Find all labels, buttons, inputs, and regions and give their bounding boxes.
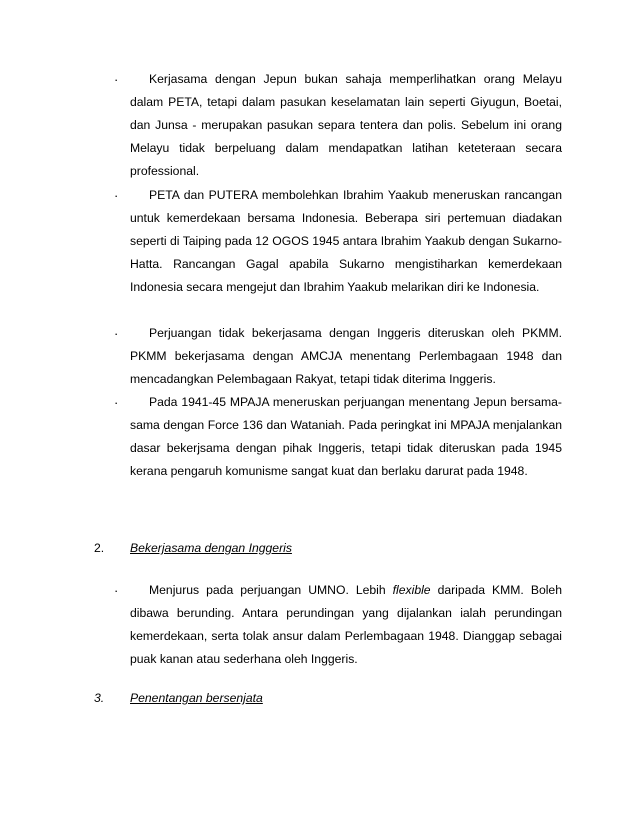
- bullet-text: [130, 579, 562, 671]
- bullet-dot-icon: ·: [114, 72, 119, 87]
- bullet-text-emphasis: flexible: [392, 583, 431, 597]
- bullet-text-part: Menjurus pada perjuangan UMNO. Lebih: [149, 583, 393, 597]
- section-number: 3.: [94, 691, 105, 705]
- bullet-text-part: daripada KMM. Boleh dibawa berunding. Antara perundingan yang dijalankan ialah perundingan kemerdekaan, serta tolak ansur dalam Perlembagaan 1948. Dianggap sebagai puak kanan atau sederhana oleh Inggeris.: [130, 583, 562, 666]
- section-number: 2.: [94, 541, 105, 555]
- section-title: Penentangan bersenjata: [130, 691, 263, 705]
- bullet-dot-icon: ·: [114, 583, 119, 598]
- section-title: Bekerjasama dengan Inggeris: [130, 541, 292, 555]
- bullet-text: Kerjasama dengan Jepun bukan sahaja memperlihatkan orang Melayu dalam PETA, tetapi dalam pasukan keselamatan lain seperti Giyugun, Boetai, dan Junsa - merupakan pasukan separa tentera dan polis. Sebelum ini orang Melayu tidak berpeluang dalam mendapatkan latihan keteteraan secara professional.: [130, 72, 562, 178]
- bullet-text: PETA dan PUTERA membolehkan Ibrahim Yaakub meneruskan rancangan untuk kemerdekaan bersama Indonesia. Beberapa siri pertemuan diadakan seperti di Taiping pada 12 OGOS 1945 antara Ibrahim Yaakub dengan Sukarno-Hatta. Rancangan Gagal apabila Sukarno mengistiharkan kemerdekaan Indonesia secara mengejut dan Ibrahim Yaakub melarikan diri ke Indonesia.: [130, 188, 562, 294]
- bullet-dot-icon: ·: [114, 188, 119, 203]
- bullet-dot-icon: ·: [114, 395, 119, 410]
- bullet-text: Pada 1941-45 MPAJA meneruskan perjuangan menentang Jepun bersama-sama dengan Force 136 dan Wataniah. Pada peringkat ini MPAJA menjalankan dasar bekerjsama dengan pihak Inggeris, tetapi tidak diteruskan pada 1945 kerana pengaruh komunisme sangat kuat dan berlaku darurat pada 1948.: [130, 395, 562, 478]
- bullet-dot-icon: ·: [114, 326, 119, 341]
- bullet-text: Perjuangan tidak bekerjasama dengan Inggeris diteruskan oleh PKMM. PKMM bekerjasama dengan AMCJA menentang Perlembagaan 1948 dan mencadangkan Pelembagaan Rakyat, tetapi tidak diterima Inggeris.: [130, 326, 562, 386]
